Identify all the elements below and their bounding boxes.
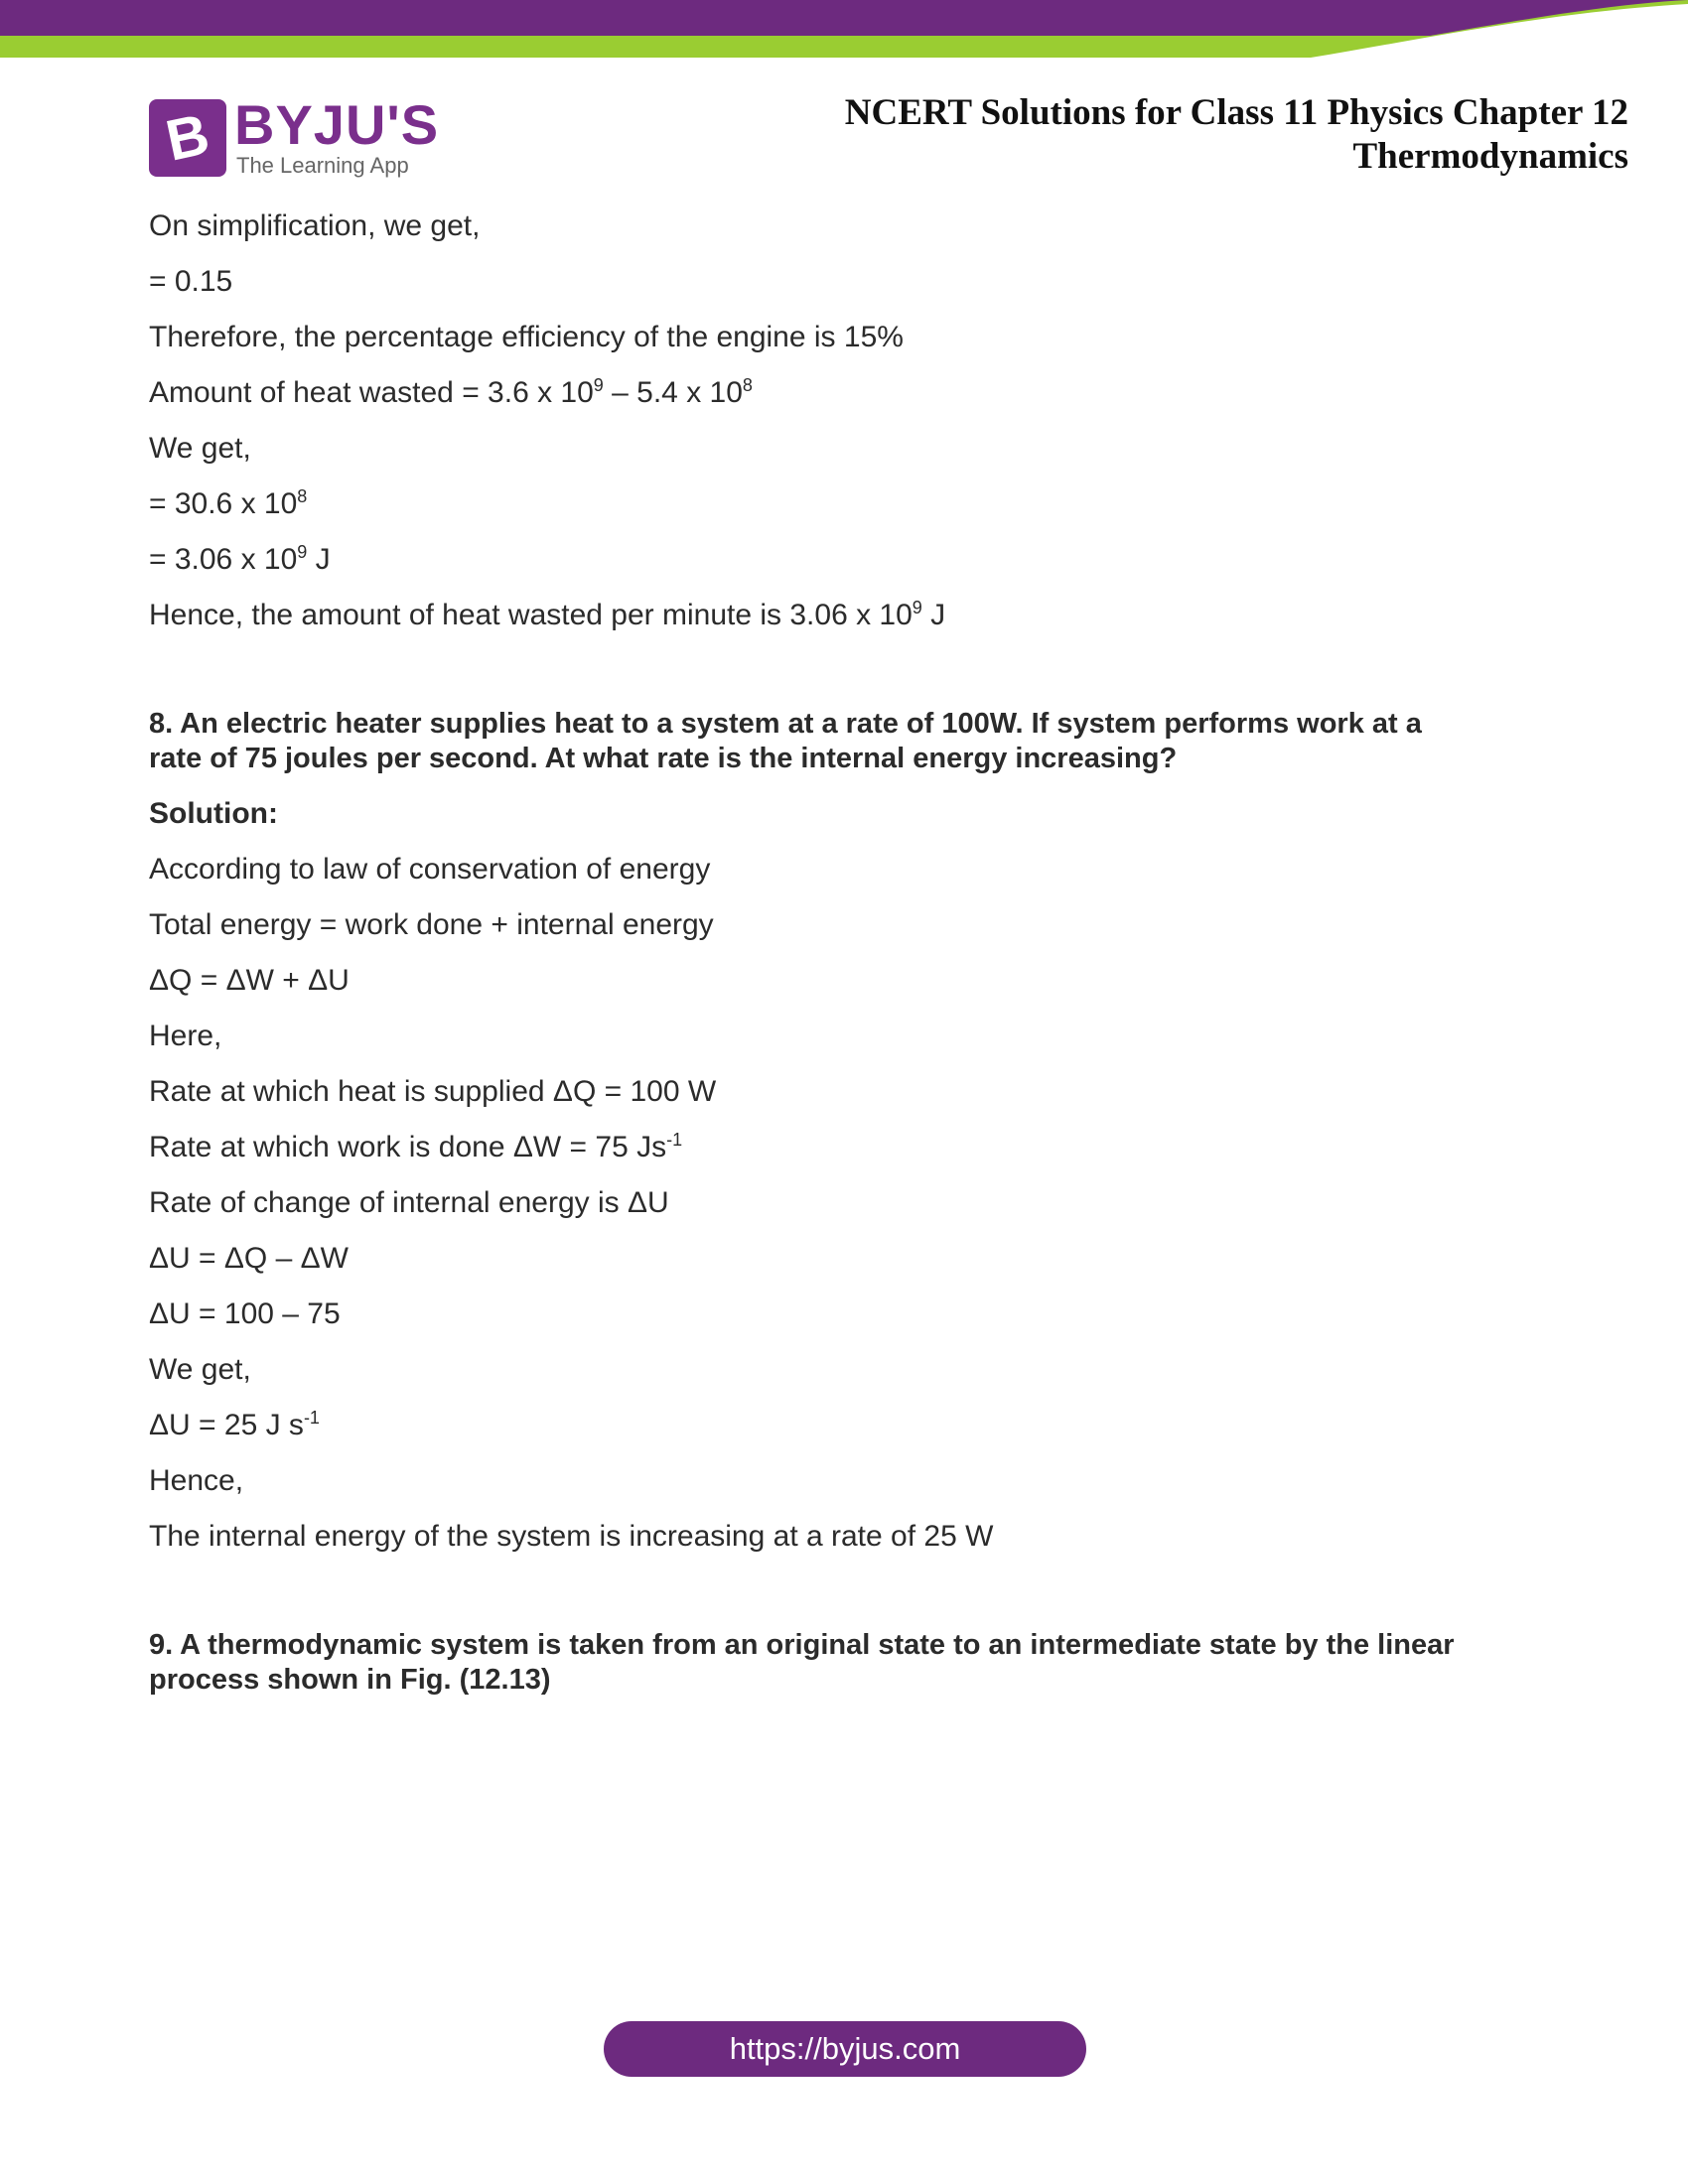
document-title [635,91,1628,179]
top-banner [0,0,1688,60]
text-line: Total energy = work done + internal energy [149,908,714,941]
equation-line: ΔU = 25 J $s^{-1}$ [149,1408,320,1441]
logo-letter: B [160,101,215,174]
text-line: Rate at which work is done ΔW = 75 $Js^{-1}$ [149,1130,683,1163]
text-line: = 3.06 x $10^9$ J [149,542,331,576]
equation-line: ΔU = 100 – 75 [149,1297,341,1330]
question-8-line-1: 8. An electric heater supplies heat to a system at a rate of 100W. If system performs work at a [149,708,1422,740]
page-content [149,208,1539,1717]
text-line: Therefore, the percentage efficiency of the engine is 15% [149,321,904,353]
text-line: Amount of heat wasted = 3.6 x $10^9 - 5.4$ x $10^8$ [149,375,753,409]
question-9-line-1: 9. A thermodynamic system is taken from an original state to an intermediate state by the linear [149,1629,1455,1661]
footer-url-link[interactable]: https://byjus.com [604,2021,1086,2077]
text-line: We get, [149,432,251,465]
text-line: Here, [149,1020,222,1052]
text-line: = 0.15 [149,265,233,298]
text-line: According to law of conservation of energy [149,853,711,886]
logo-tagline: The Learning App [236,153,409,178]
byjus-logo [149,93,440,181]
equation-line: ΔQ = ΔW + ΔU [149,964,350,997]
text-line: Rate at which heat is supplied ΔQ = 100 W [149,1075,717,1108]
text-line: Rate of change of internal energy is ΔU [149,1186,669,1219]
equation-line: ΔU = ΔQ – ΔW [149,1242,349,1275]
text-line: Hence, [149,1464,244,1497]
solution-label: Solution: [149,797,278,830]
title-line-2: Thermodynamics [1352,136,1628,177]
text-line: = 30.6 x $10^8$ [149,486,308,520]
text-line: On simplification, we get, [149,209,481,242]
text-line: Hence, the amount of heat wasted per minute is 3.06 x $10^9$ J [149,598,946,631]
title-line-1: NCERT Solutions for Class 11 Physics Chapter 12 [844,92,1628,133]
question-9-line-2: process shown in Fig. (12.13) [149,1664,551,1696]
question-8-line-2: rate of 75 joules per second. At what rate is the internal energy increasing? [149,743,1178,774]
logo-mark-icon [149,99,226,177]
question-8 [149,707,1539,776]
question-9 [149,1628,1539,1698]
text-line: The internal energy of the system is increasing at a rate of 25 W [149,1520,994,1553]
logo-name: BYJU'S [234,93,440,156]
text-line: We get, [149,1353,251,1386]
